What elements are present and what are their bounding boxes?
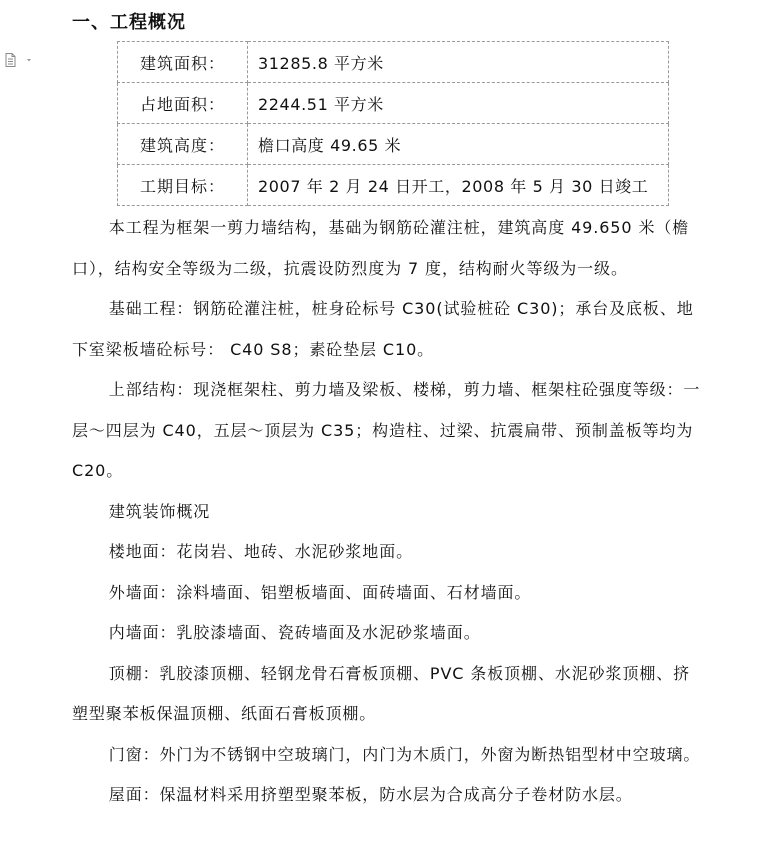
- project-overview-table: [117, 41, 669, 206]
- table-cell-label: 占地面积：: [118, 83, 248, 124]
- section-heading: 一、工程概况: [72, 12, 186, 33]
- table-cell-value: 31285.8 平方米: [248, 42, 669, 83]
- paragraph-structure: 本工程为框架一剪力墙结构，基础为钢筋砼灌注桩，建筑高度 49.650 米（檐口），结构安全等级为二级，抗震设防烈度为 7 度，结构耐火等级为一级。: [72, 218, 690, 278]
- document-icon[interactable]: [5, 53, 31, 67]
- paragraph-doors-windows: 门窗：外门为不锈钢中空玻璃门，内门为木质门，外窗为断热铝型材中空玻璃。: [108, 744, 701, 764]
- paragraph-interior-walls: 内墙面：乳胶漆墙面、瓷砖墙面及水泥砂浆墙面。: [108, 623, 481, 642]
- table-cell-value: 2244.51 平方米: [248, 83, 669, 124]
- dropdown-arrow-icon: [27, 59, 31, 62]
- paragraph-floors: 楼地面：花岗岩、地砖、水泥砂浆地面。: [108, 542, 413, 561]
- table-row: [118, 83, 669, 124]
- paragraph-ceilings: 顶棚：乳胶漆顶棚、轻钢龙骨石膏板顶棚、PVC 条板顶棚、水泥砂浆顶棚、挤塑型聚苯板保温顶棚、纸面石膏板顶棚。: [72, 663, 691, 723]
- table-cell-label: 建筑高度：: [118, 124, 248, 165]
- document-body: [72, 208, 704, 816]
- table-row: [118, 42, 669, 83]
- table-cell-value: 檐口高度 49.65 米: [248, 124, 669, 165]
- paragraph-decoration-heading: 建筑装饰概况: [108, 501, 211, 521]
- paragraph-exterior-walls: 外墙面：涂料墙面、铝塑板墙面、面砖墙面、石材墙面。: [108, 582, 532, 602]
- paragraph-roof: 屋面：保温材料采用挤塑型聚苯板，防水层为合成高分子卷材防水层。: [108, 785, 633, 804]
- table-row: [118, 124, 669, 165]
- table-cell-label: 建筑面积：: [118, 42, 248, 83]
- paragraph-superstructure: 上部结构：现浇框架柱、剪力墙及梁板、楼梯，剪力墙、框架柱砼强度等级：一层～四层为 C40，五层～顶层为 C35；构造柱、过梁、抗震扁带、预制盖板等均为 C20。: [72, 380, 701, 480]
- table-row: [118, 165, 669, 206]
- table-cell-label: 工期目标：: [118, 165, 248, 206]
- paragraph-foundation: 基础工程：钢筋砼灌注桩，桩身砼标号 C30(试验桩砼 C30)；承台及底板、地下室梁板墙砼标号： C40 S8；素砼垫层 C10。: [72, 299, 694, 359]
- table-cell-value: 2007 年 2 月 24 日开工，2008 年 5 月 30 日竣工: [248, 165, 669, 206]
